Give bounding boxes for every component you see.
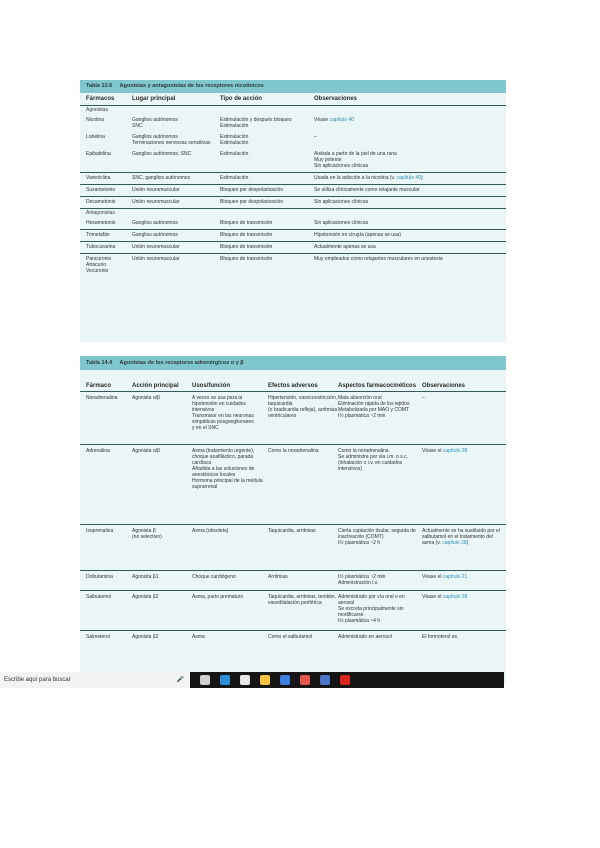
table-title: Agonistas de los receptores adrenérgicos α y β (119, 360, 244, 366)
action-cell: Bloqueo de transmisión (220, 232, 273, 238)
table-header (80, 370, 506, 392)
action-cell: Estimulación (220, 175, 249, 181)
table-number: Tabla 13.6 (86, 83, 113, 89)
action-cell: Agonista α/β (132, 395, 161, 401)
chapter-link[interactable]: capítulo 28 (442, 594, 468, 600)
table-row (80, 132, 506, 149)
observations-cell: Véase el capítulo 21 (422, 574, 468, 580)
use-cell: Asma (192, 634, 205, 640)
observations-cell: Sin aplicaciones clínicas (314, 199, 369, 205)
site-cell: Ganglios autónomos SNC (132, 117, 178, 129)
observations-cell: Véase el capítulo 28 (422, 448, 468, 454)
observations-cell: Aislada a partir de la piel de una rana Muy potente Sin aplicaciones clínicas (314, 151, 397, 169)
table-row (80, 570, 506, 590)
explorer-icon[interactable] (260, 675, 270, 685)
chrome-icon[interactable] (300, 675, 310, 685)
section-agonists: Agonistas (86, 107, 108, 113)
chapter-link[interactable]: capítulo 28 (442, 448, 468, 454)
site-cell: Ganglios autónomos (132, 220, 178, 226)
table-row (80, 253, 506, 277)
table-row (80, 241, 506, 253)
taskbar-search[interactable] (0, 672, 190, 688)
use-cell: Asma (obsoleta) (192, 528, 229, 534)
drug-cell: Tubocurarina (86, 244, 116, 250)
action-cell: Estimulación Estimulación (220, 134, 249, 146)
site-cell: Ganglios autónomos Terminaciones nerviosas sensitivas (132, 134, 211, 146)
mail-icon[interactable] (280, 675, 290, 685)
use-cell: Asma (tratamiento urgente), choque anafiláctico, parada cardíaca Añadida a las soluciones de anestésicos locales Hormona principal de la médula suprarrenal (192, 448, 263, 490)
header-action: Tipo de acción (220, 96, 262, 102)
observations-cell: – (422, 395, 425, 401)
microphone-icon[interactable]: 🎤 (176, 677, 184, 683)
action-cell: Agonista β2 (132, 594, 159, 600)
site-cell: Unión neuromuscular (132, 244, 180, 250)
observations-cell: Hipotensión en cirugía (apenas se usa) (314, 232, 401, 238)
header-adverse-effects: Efectos adversos (268, 383, 318, 389)
table-number: Tabla 14.4 (86, 360, 113, 366)
header-drug: Fármacos (86, 96, 115, 102)
table-header (80, 93, 506, 106)
header-uses: Usos/función (192, 383, 231, 389)
adrenergic-rows (80, 392, 506, 650)
pk-cell: t½ plasmática ~2 min Administración i.v. (338, 574, 386, 586)
action-cell: Bloqueo por despolarización (220, 187, 284, 193)
drug-cell: Isoprenalina (86, 528, 114, 534)
header-main-action: Acción principal (132, 383, 179, 389)
table-row (80, 149, 506, 172)
drug-cell: Epibatidina (86, 151, 111, 157)
header-pharmacokinetics: Aspectos farmacocinéticos (338, 383, 417, 389)
adverse-cell: Taquicardia, arritmias (268, 528, 316, 534)
action-cell: Estimulación y después bloqueo Estimulación (220, 117, 292, 129)
adverse-cell: Como el salbutamol (268, 634, 313, 640)
action-cell: Bloqueo por despolarización (220, 199, 284, 205)
table-title: Agonistas y antagonistas de los receptores nicotínicos (119, 83, 264, 89)
header-site: Lugar principal (132, 96, 176, 102)
drug-cell: Vareniclina (86, 175, 111, 181)
table-row (80, 184, 506, 196)
table-row (80, 524, 506, 570)
drug-cell: Lobelina (86, 134, 105, 140)
observations-cell: – (314, 134, 317, 140)
table-row (80, 444, 506, 524)
drug-cell: Adrenalina (86, 448, 110, 454)
header-drug: Fármaco (86, 383, 112, 389)
site-cell: Unión neuromuscular (132, 199, 180, 205)
header-observations: Observaciones (422, 383, 466, 389)
table-row (80, 590, 506, 630)
table-caption (80, 356, 506, 370)
site-cell: Unión neuromuscular (132, 187, 180, 193)
site-cell: SNC, ganglios autónomos (132, 175, 191, 181)
observations-cell: Véase capítulo 40 (314, 117, 355, 123)
shield-icon[interactable] (320, 675, 330, 685)
table-row (80, 630, 506, 650)
chapter-link[interactable]: capítulo 40 (329, 117, 355, 123)
search-placeholder: Escribe aquí para buscar (4, 677, 71, 683)
agonist-rows (80, 115, 506, 208)
observations-cell: Actualmente apenas se usa (314, 244, 376, 250)
drug-cell: Dobutamina (86, 574, 113, 580)
table-nicotinic (80, 80, 506, 342)
chapter-link[interactable]: capítulo 49 (396, 175, 421, 181)
antagonist-rows (80, 218, 506, 277)
table-row (80, 196, 506, 208)
action-cell: Bloqueo de transmisión (220, 244, 273, 250)
action-cell: Estimulación (220, 151, 249, 157)
table-adrenergic (80, 356, 506, 684)
section-antagonists: Antagonistas (80, 208, 506, 218)
adverse-cell: Como la noradrenalina (268, 448, 319, 454)
table-row (80, 115, 506, 132)
taskbar (0, 672, 504, 688)
drug-cell: Pancuronio Atracurio Vecuronio (86, 256, 112, 274)
observations-cell: Usada en la adicción a la nicotina (v. capítulo 49) (314, 175, 423, 181)
drug-cell: Salmeterol (86, 634, 110, 640)
drug-cell: Salbutamol (86, 594, 112, 600)
observations-cell: Véase el capítulo 28 (422, 594, 468, 600)
action-cell: Agonista β2 (132, 634, 159, 640)
pk-cell: Mala absorción oral Eliminación rápida de los tejidos Metabolizada por MAO y COMT t½ plasmática ~2 min (338, 395, 410, 419)
observations-cell: Sin aplicaciones clínicas (314, 220, 369, 226)
edge-icon[interactable] (220, 675, 230, 685)
table-row (80, 172, 506, 184)
use-cell: A veces se usa para la hipotensión en cuidados intensivos Transmisor en las neuronas simpáticas posganglionares y en el SNC (192, 395, 254, 431)
site-cell: Ganglios autónomos (132, 232, 178, 238)
site-cell: Unión neuromuscular (132, 256, 180, 262)
use-cell: Asma, parto prematuro (192, 594, 244, 600)
task-view-icon[interactable] (200, 675, 210, 685)
pk-cell: Administrado en aerosol (338, 634, 392, 640)
adverse-cell: Arritmias (268, 574, 288, 580)
action-cell: Agonista α/β (132, 448, 161, 454)
adverse-cell: Taquicardia, arritmias, temblor, vasodilatación periférica (268, 594, 337, 606)
drug-cell: Decametonio (86, 199, 116, 205)
observations-cell: Se utiliza clínicamente como relajante muscular (314, 187, 420, 193)
use-cell: Choque cardiógeno (192, 574, 236, 580)
table-row (80, 218, 506, 229)
pdf-icon[interactable] (340, 675, 350, 685)
adverse-cell: Hipertensión, vasoconstricción, taquicardia (o bradicardia refleja), arritmias ventriculares (268, 395, 338, 419)
drug-cell: Noradrenalina (86, 395, 118, 401)
observations-cell: El formoterol es (422, 634, 458, 640)
action-cell: Bloqueo de transmisión (220, 256, 273, 262)
taskbar-apps (190, 675, 350, 685)
header-observations: Observaciones (314, 96, 358, 102)
table-caption (80, 80, 506, 93)
pk-cell: Cierta captación tisular, seguida de inactivación (COMT) t½ plasmática ~2 h (338, 528, 416, 546)
store-icon[interactable] (240, 675, 250, 685)
action-cell: Bloqueo de transmisión (220, 220, 273, 226)
observations-cell: Muy empleados como relajantes musculares en anestesia (314, 256, 443, 262)
action-cell: Agonista β (no selectivo) (132, 528, 162, 540)
table-row (80, 392, 506, 444)
pk-cell: Administrado por vía oral o en aerosol Se excreta principalmente sin modificarse t½ plasmática ~4 h (338, 594, 405, 624)
drug-cell: Trimetafán (86, 232, 110, 238)
chapter-link[interactable]: capítulo 21 (442, 574, 468, 580)
drug-cell: Nicotina (86, 117, 105, 123)
action-cell: Agonista β1 (132, 574, 159, 580)
table-row (80, 229, 506, 241)
observations-cell: Actualmente se ha sustituido por el salbutamol en el tratamiento del asma (v. capítulo 28) (422, 528, 500, 546)
site-cell: Ganglios autónomos, SNC (132, 151, 192, 157)
chapter-link[interactable]: capítulo 28 (442, 540, 467, 546)
drug-cell: Suxametonio (86, 187, 116, 193)
pk-cell: Como la noradrenalina Se administra por vía i.m. o s.c. (inhalación o i.v. en cuidados intensivos) (338, 448, 409, 472)
drug-cell: Hexametonio (86, 220, 116, 226)
